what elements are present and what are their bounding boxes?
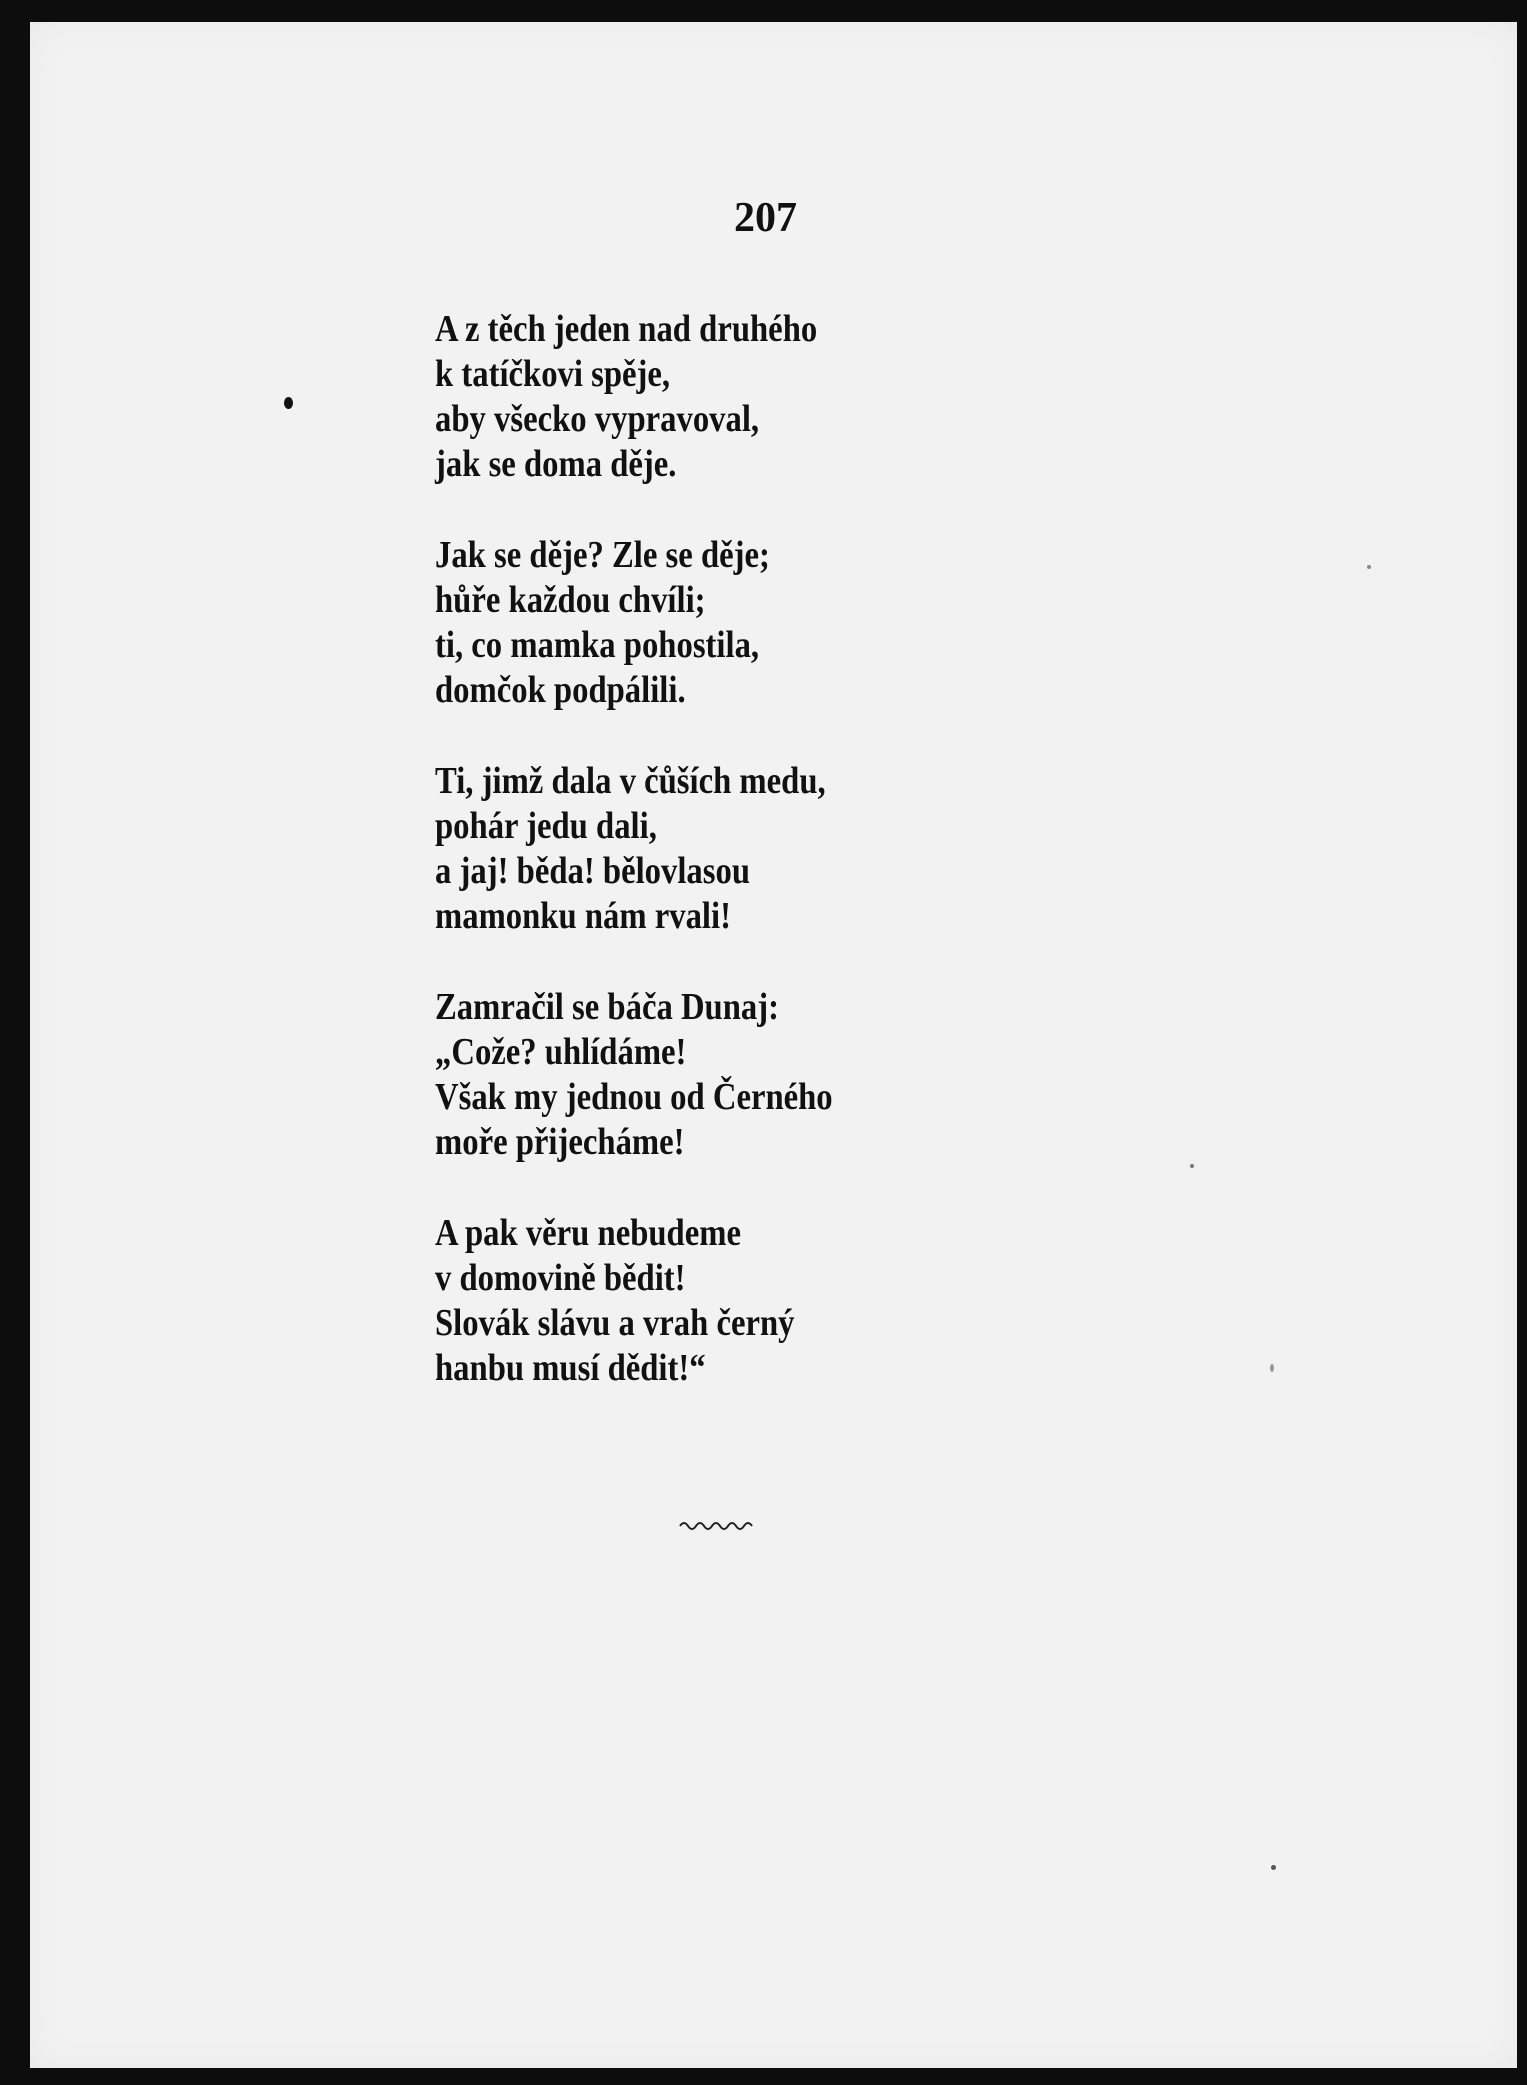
poem-line: Však my jednou od Černého [435,1076,833,1118]
poem-line: domčok podpálili. [435,669,686,711]
page-number: 207 [734,195,797,241]
scan-speck [1367,565,1371,569]
poem-line: v domovině bědit! [435,1257,686,1299]
stanza [435,759,1055,939]
poem [435,307,1055,1437]
poem-line: Jak se děje? Zle se děje; [435,534,770,576]
scan-speck [1271,1865,1276,1870]
poem-line: Slovák slávu a vrah černý [435,1302,795,1344]
poem-line: „Cože? uhlídáme! [435,1031,687,1073]
poem-line: aby všecko vypravoval, [435,398,760,440]
poem-line: mamonku nám rvali! [435,895,731,937]
poem-line: A pak věru nebudeme [435,1212,741,1254]
stanza [435,1211,1055,1391]
wavy-rule-ornament [678,1517,758,1531]
stanza [435,985,1055,1165]
poem-line: k tatíčkovi spěje, [435,353,671,395]
poem-line: a jaj! běda! bělovlasou [435,850,751,892]
scan-speck [1190,1164,1194,1168]
poem-line: hanbu musí dědit!“ [435,1347,706,1389]
poem-line: Zamračil se báča Dunaj: [435,986,780,1028]
stanza [435,307,1055,487]
scan-speck [1270,1364,1274,1372]
stanza [435,533,1055,713]
poem-line: ti, co mamka pohostila, [435,624,760,666]
poem-line: pohár jedu dali, [435,805,657,847]
book-page [30,22,1517,2068]
poem-line: hůře každou chvíli; [435,579,706,621]
poem-line: A z těch jeden nad druhého [435,308,818,350]
poem-line: moře přijecháme! [435,1121,685,1163]
poem-line: Ti, jimž dala v čůších medu, [435,760,826,802]
poem-line: jak se doma děje. [435,443,677,485]
scan-speck [284,397,293,409]
